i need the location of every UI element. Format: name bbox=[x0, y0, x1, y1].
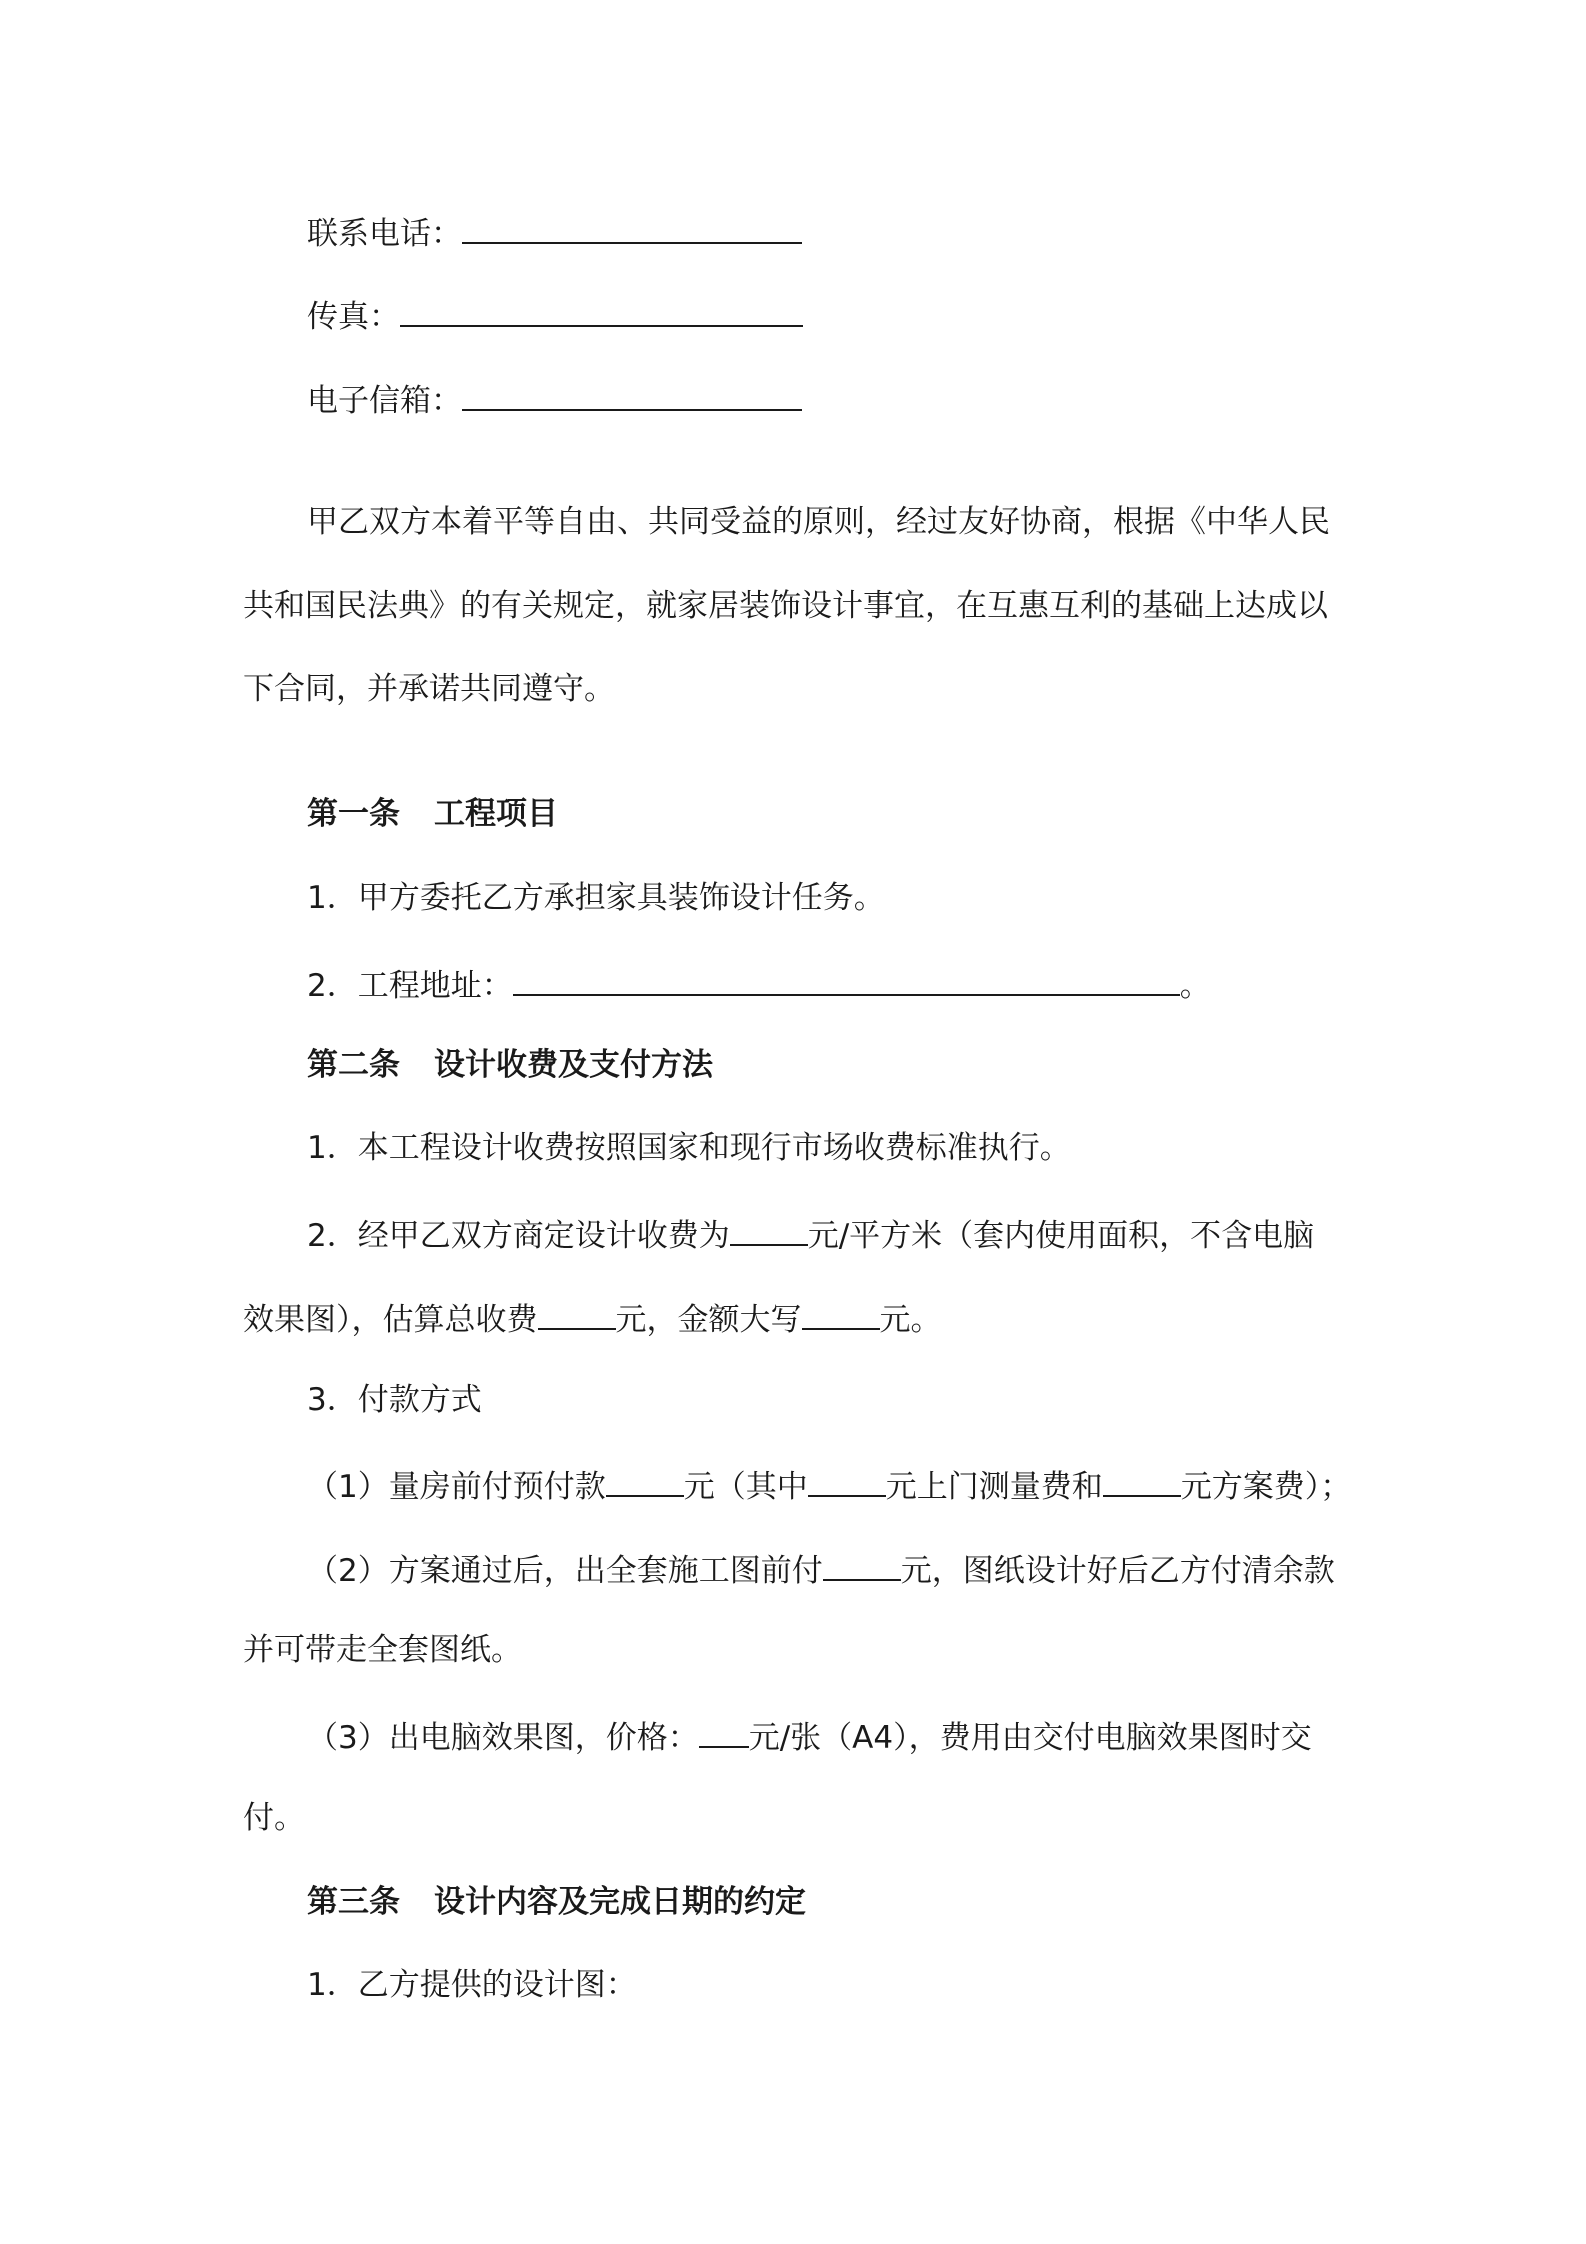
fee-text-d: 元，金额大写 bbox=[615, 1302, 802, 1338]
sub2-text-b: 元，图纸设计好后乙方付清余款 bbox=[900, 1553, 1335, 1589]
amount-uppercase-blank[interactable] bbox=[802, 1294, 880, 1330]
email-line bbox=[307, 375, 802, 423]
fee-text-c: 效果图），估算总收费 bbox=[243, 1302, 538, 1338]
sub1-text-c: 元上门测量费和 bbox=[885, 1469, 1103, 1505]
article1-item1: 1．甲方委托乙方承担家具装饰设计任务。 bbox=[307, 880, 885, 916]
fee-per-sqm-blank[interactable] bbox=[730, 1210, 808, 1246]
address-suffix: 。 bbox=[1179, 968, 1211, 1004]
plan-fee-blank[interactable] bbox=[1103, 1461, 1181, 1497]
total-fee-blank[interactable] bbox=[538, 1294, 616, 1330]
article3-item1: 1．乙方提供的设计图： bbox=[307, 1967, 637, 2003]
fee-text-a: 2．经甲乙双方商定设计收费为 bbox=[307, 1218, 730, 1254]
preamble-line-2: 共和国民法典》的有关规定，就家居装饰设计事宜，在互惠互利的基础上达成以 bbox=[243, 588, 1328, 624]
article2-number: 第二条 bbox=[307, 1047, 400, 1083]
article1-number: 第一条 bbox=[307, 796, 400, 832]
article1-item2 bbox=[307, 960, 1211, 1008]
sub3-text-b: 元/张（A4），费用由交付电脑效果图时交 bbox=[748, 1720, 1312, 1756]
article2-title: 设计收费及支付方法 bbox=[434, 1047, 713, 1083]
measure-fee-blank[interactable] bbox=[808, 1461, 886, 1497]
sub2-text-a: （2）方案通过后，出全套施工图前付 bbox=[307, 1553, 823, 1589]
article2-item3: 3．付款方式 bbox=[307, 1382, 482, 1418]
preamble-line-3: 下合同，并承诺共同遵守。 bbox=[243, 671, 615, 707]
fee-text-b: 元/平方米（套内使用面积，不含电脑 bbox=[807, 1218, 1315, 1254]
article3-number: 第三条 bbox=[307, 1884, 400, 1920]
preamble-line-1: 甲乙双方本着平等自由、共同受益的原则，经过友好协商，根据《中华人民 bbox=[307, 504, 1330, 540]
payment-sub3 bbox=[307, 1712, 1312, 1760]
article3-heading bbox=[307, 1880, 806, 1924]
article3-title: 设计内容及完成日期的约定 bbox=[434, 1884, 806, 1920]
payment-sub2-cont: 并可带走全套图纸。 bbox=[243, 1632, 522, 1668]
fax-line bbox=[307, 291, 803, 339]
phone-blank[interactable] bbox=[462, 208, 802, 244]
sub1-text-a: （1）量房前付预付款 bbox=[307, 1469, 606, 1505]
sub1-text-d: 元方案费）； bbox=[1180, 1469, 1352, 1505]
sub3-text-a: （3）出电脑效果图，价格： bbox=[307, 1720, 699, 1756]
article2-heading bbox=[307, 1043, 713, 1087]
drawing-fee-blank[interactable] bbox=[823, 1545, 901, 1581]
article1-title: 工程项目 bbox=[434, 796, 558, 832]
email-label: 电子信箱： bbox=[307, 383, 462, 419]
payment-sub1 bbox=[307, 1461, 1351, 1509]
address-label: 2．工程地址： bbox=[307, 968, 513, 1004]
phone-line bbox=[307, 208, 802, 256]
article2-item1: 1．本工程设计收费按照国家和现行市场收费标准执行。 bbox=[307, 1130, 1071, 1166]
article1-heading bbox=[307, 792, 558, 836]
fax-label: 传真： bbox=[307, 299, 400, 335]
fax-blank[interactable] bbox=[400, 291, 803, 327]
article2-item2-line1 bbox=[307, 1210, 1314, 1258]
render-price-blank[interactable] bbox=[699, 1712, 749, 1748]
prepay-blank[interactable] bbox=[606, 1461, 684, 1497]
email-blank[interactable] bbox=[462, 375, 802, 411]
fee-text-e: 元。 bbox=[879, 1302, 942, 1338]
address-blank[interactable] bbox=[513, 960, 1180, 996]
phone-label: 联系电话： bbox=[307, 216, 462, 252]
payment-sub2 bbox=[307, 1545, 1335, 1593]
sub1-text-b: 元（其中 bbox=[683, 1469, 808, 1505]
payment-sub3-cont: 付。 bbox=[243, 1800, 305, 1836]
article2-item2-line2 bbox=[243, 1294, 942, 1342]
